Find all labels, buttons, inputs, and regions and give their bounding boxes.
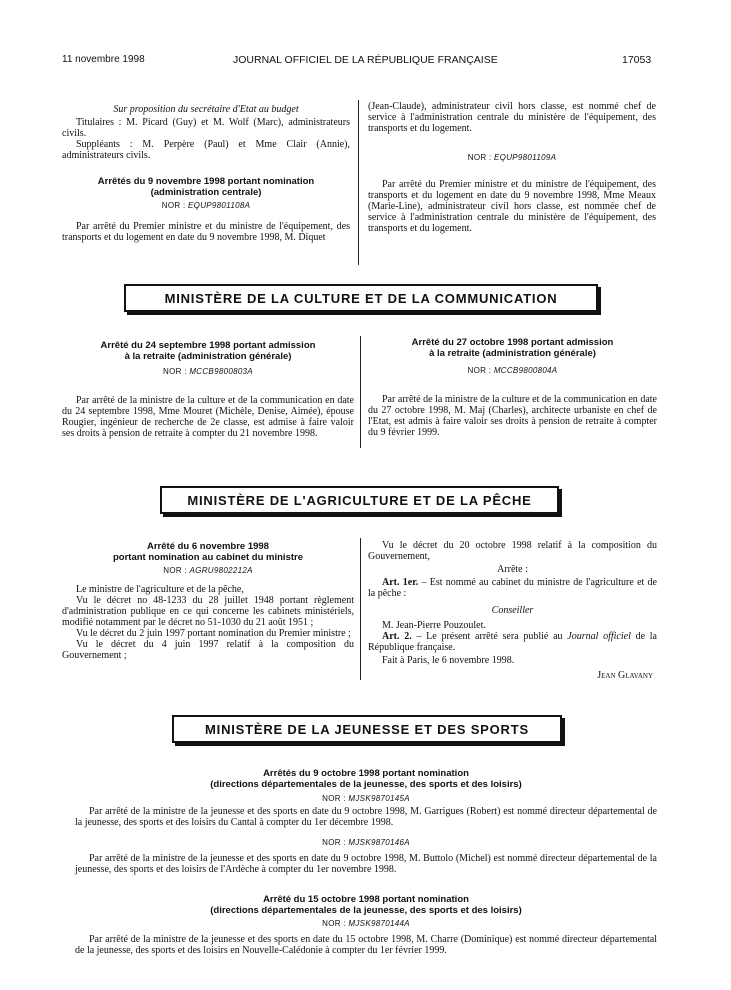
vu-decret-4-juin: Vu le décret du 4 juin 1997 relatif à la composition du Gouvernement ; [62,639,354,661]
nor-code: EQUP9801109A [494,153,557,162]
nor-label: NOR : [322,794,346,803]
vu-decret-1948: Vu le décret no 48-1233 du 28 juillet 1948 portant règlement d'administration publique en ce qui concerne les cabinets ministériels, modifié notamment par le décret no 51-1030 du 21 août 1951 ; [62,595,354,628]
arrete-body: Par arrêté de la ministre de la culture et de la communication en date du 24 septembre 1998, Mme Mouret (Michèle, Denise, Aimée), épouse Rougier, ingénieur de recherche de 2e classe, est admise à faire valoir ses droits à pension de retraite à compter du 21 novembre 1998. [62,395,354,439]
proposition-line: Sur proposition du secrétaire d'Etat au budget [113,104,299,115]
nor-code: MJSK9870144A [348,919,410,928]
arrete-title-line1: Arrêtés du 9 octobre 1998 portant nomination [263,768,469,779]
header-date: 11 novembre 1998 [62,54,145,65]
top-left-column [62,104,350,243]
nominee-name: M. Jean-Pierre Pouzoulet. [382,620,486,631]
nor-reference [75,919,657,928]
column-divider [360,538,361,680]
nor-label: NOR : [163,367,187,376]
nor-code: MJSK9870145A [348,794,410,803]
arrete-title [62,177,350,198]
fait-a-paris: Fait à Paris, le 6 novembre 1998. [382,655,515,666]
header-page-number: 17053 [622,54,652,66]
nor-reference [368,152,656,163]
nor-label: NOR : [163,566,187,575]
article-2-text-a: – Le présent arrêté sera publié au [411,631,568,642]
culture-left-column [62,341,354,439]
vu-decret-20-octobre: Vu le décret du 20 octobre 1998 relatif à la composition du Gouvernement, [368,540,657,562]
arrete-title-jeunesse-1 [75,769,657,790]
arrete-title-line2: (directions départementales de la jeunesse, des sports et des loisirs) [210,904,522,916]
column-divider [358,100,359,265]
article-1-label: Art. 1er. [382,577,419,588]
ministry-banner-jeunesse: MINISTÈRE DE LA JEUNESSE ET DES SPORTS [172,715,562,743]
buttolo-paragraph: Par arrêté de la ministre de la jeunesse et des sports en date du 9 octobre 1998, M. Buttolo (Michel) est nommé directeur départemental de la jeunesse, des sports et des loisirs de l'Ardèche à compter du 1er novembre 1998. [75,853,657,875]
charre-paragraph: Par arrêté de la ministre de la jeunesse et des sports en date du 15 octobre 1998, M. Charre (Dominique) est nommé directeur départemental de la jeunesse, des sports et des loisirs en Nouvelle-Calédonie à compter du 1er février 1999. [75,934,657,956]
titulaires-paragraph: Titulaires : M. Picard (Guy) et M. Wolf (Marc), administrateurs civils. [62,117,350,139]
preamble-minister: Le ministre de l'agriculture et de la pêche, [76,584,244,595]
arrete-title-line1: Arrêté du 6 novembre 1998 [147,541,269,552]
article-2 [368,631,657,653]
role-title: Conseiller [491,605,534,616]
nor-label: NOR : [467,366,492,375]
nor-reference [62,366,354,377]
nor-code: AGRU9802212A [189,566,253,575]
top-right-column [368,101,656,234]
nor-label: NOR : [322,919,346,928]
column-divider [360,336,361,448]
nor-reference [75,838,657,847]
meaux-paragraph: Par arrêté du Premier ministre et du ministre de l'équipement, des transports et du logement en date du 9 novembre 1998, Mme Meaux (Marie-Line), administrateur civil hors classe, est nommée chef de service à l'administration centrale du ministère de l'équipement, des transports et du logement. [368,179,656,234]
arrete-title-line1: Arrêté du 24 septembre 1998 portant admission [100,340,316,351]
arrete-title-line1: Arrêté du 27 octobre 1998 portant admission [411,337,614,348]
nor-code: MJSK9870146A [348,838,410,847]
nor-code: MCCB9800804A [493,366,558,375]
arrete-title-line2: portant nomination au cabinet du ministre [112,551,303,563]
header-journal-title: JOURNAL OFFICIEL DE LA RÉPUBLIQUE FRANÇAISE [233,54,498,66]
nor-reference [75,794,657,803]
arrete-title-line2: (directions départementales de la jeunesse, des sports et des loisirs) [210,778,522,790]
nor-label: NOR : [467,153,492,162]
arrete-title-line2: (administration centrale) [150,186,262,198]
culture-right-column [368,338,657,438]
garrigues-paragraph: Par arrêté de la ministre de la jeunesse et des sports en date du 9 octobre 1998, M. Garrigues (Robert) est nommé directeur départemental de la jeunesse, des sports et des loisirs du Cantal à compter du 1er décembre 1998. [75,806,657,828]
signature: Jean Glavany [597,670,653,681]
journal-officiel-italic: Journal officiel [567,631,631,642]
agriculture-left-column [62,542,354,661]
nor-code: MCCB9800803A [189,367,253,376]
article-1 [368,577,657,599]
article-1-text: – Est nommé au cabinet du ministre de l'agriculture et de la pêche : [368,577,657,599]
nor-label: NOR : [322,838,346,847]
ministry-banner-agriculture: MINISTÈRE DE L'AGRICULTURE ET DE LA PÊCHE [160,486,559,514]
article-2-label: Art. 2. [382,631,412,642]
arrete-title-line2: à la retraite (administration générale) [124,350,292,362]
arrete-body: Par arrêté du Premier ministre et du ministre de l'équipement, des transports et du logement en date du 9 novembre 1998, M. Diquet [62,221,350,243]
arrete-title [62,341,354,362]
vu-decret-2-juin: Vu le décret du 2 juin 1997 portant nomination du Premier ministre ; [76,628,351,639]
arrete-title-line1: Arrêté du 15 octobre 1998 portant nomination [263,894,469,905]
arrete-title-line2: à la retraite (administration générale) [429,347,596,359]
arrete-body: Par arrêté de la ministre de la culture et de la communication en date du 27 octobre 1998, M. Maj (Charles), architecte urbaniste en chef de l'Etat, est admis à faire valoir ses droits à pension de retraite à compter du 9 février 1999. [368,394,657,438]
ministry-banner-culture: MINISTÈRE DE LA CULTURE ET DE LA COMMUNICATION [124,284,598,312]
article-2-text-b: de la République française. [368,631,657,653]
nor-reference [62,565,354,576]
nor-label: NOR : [161,201,186,210]
agriculture-right-column [368,540,657,681]
nor-reference [62,200,350,211]
suppleants-paragraph: Suppléants : M. Perpère (Paul) et Mme Clair (Annie), administrateurs civils. [62,139,350,161]
diquet-continuation: (Jean-Claude), administrateur civil hors classe, est nommé chef de service à l'administration centrale du ministère de l'équipement, des transports et du logement. [368,101,656,134]
arrete-title-line1: Arrêtés du 9 novembre 1998 portant nomination [97,176,315,187]
nor-code: EQUP9801108A [188,201,251,210]
arrete-title-jeunesse-2 [75,895,657,916]
arrete-word: Arrête : [497,564,528,575]
arrete-title [62,542,354,563]
nor-reference [368,365,657,376]
arrete-title [368,338,657,359]
